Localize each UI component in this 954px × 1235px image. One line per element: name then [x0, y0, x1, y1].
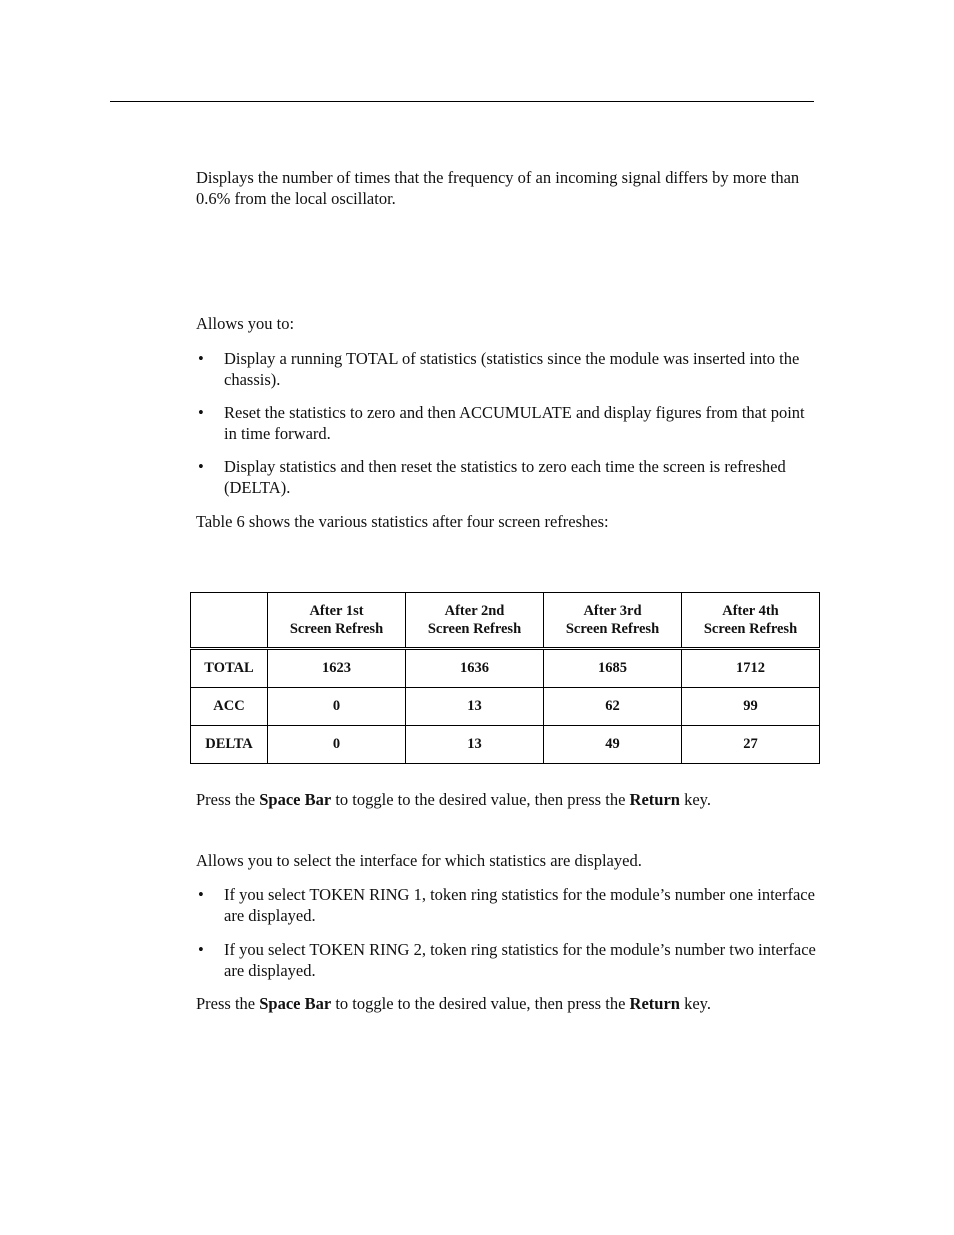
table-cell: 62 — [544, 688, 682, 726]
note-text: Press the — [196, 790, 260, 809]
mode-bullet-total — [196, 349, 816, 390]
table-header-cell — [406, 593, 544, 649]
table-corner-cell — [191, 593, 268, 649]
note-text: Press the — [196, 994, 260, 1013]
press-note-text — [196, 994, 816, 1015]
table-cell: 27 — [682, 726, 820, 764]
interface-bullet-list — [196, 885, 816, 981]
bullet-text: If you select TOKEN RING 2, token ring statistics for the module’s number two interface are displayed. — [224, 940, 816, 980]
header-rule — [110, 101, 814, 102]
note-text: to toggle to the desired value, then press the — [331, 994, 630, 1013]
bullet-text: Display a running TOTAL of statistics (statistics since the module was inserted into the chassis). — [224, 349, 800, 389]
table-cell: 1623 — [268, 649, 406, 688]
interface-intro — [196, 851, 816, 872]
mode-intro — [196, 314, 816, 335]
table-cell: 13 — [406, 688, 544, 726]
bullet-icon: • — [198, 457, 204, 476]
header-line1: After 1st — [309, 603, 364, 619]
table-cell: 0 — [268, 726, 406, 764]
header-line1: After 4th — [722, 603, 779, 619]
mode-bullet-accumulate — [196, 403, 816, 444]
interface-bullet-ring2 — [196, 940, 816, 981]
interface-intro-text: Allows you to select the interface for which statistics are displayed. — [196, 851, 642, 870]
mode-intro-text: Allows you to: — [196, 314, 295, 333]
table-cell: 1636 — [406, 649, 544, 688]
mode-bullet-delta — [196, 457, 816, 498]
interface-press-note — [196, 994, 816, 1015]
frequency-paragraph: Displays the number of times that the frequency of an incoming signal differs by more than 0.6% from the local oscillator. — [196, 168, 800, 208]
table-row — [191, 726, 820, 764]
bullet-text: If you select TOKEN RING 1, token ring statistics for the module’s number one interface are displayed. — [224, 885, 815, 925]
return-key-label: Return — [629, 994, 680, 1013]
table-row — [191, 688, 820, 726]
row-label: DELTA — [191, 726, 268, 764]
space-bar-key-label: Space Bar — [259, 994, 332, 1013]
table-cell: 1712 — [682, 649, 820, 688]
table-cell: 13 — [406, 726, 544, 764]
row-label: TOTAL — [191, 649, 268, 688]
table-header-row — [191, 593, 820, 649]
table-cell: 1685 — [544, 649, 682, 688]
frequency-description — [196, 168, 816, 209]
bullet-text: Display statistics and then reset the statistics to zero each time the screen is refreshed (DELTA). — [224, 457, 786, 497]
press-note-text — [196, 790, 816, 811]
header-line2: Screen Refresh — [427, 621, 522, 637]
bullet-icon: • — [198, 885, 204, 904]
bullet-icon: • — [198, 403, 204, 422]
row-label: ACC — [191, 688, 268, 726]
table-intro — [196, 512, 816, 533]
header-line1: After 3rd — [583, 603, 642, 619]
table-row — [191, 649, 820, 688]
note-text: key. — [679, 994, 711, 1013]
header-line2: Screen Refresh — [565, 621, 660, 637]
note-text: to toggle to the desired value, then press the — [331, 790, 630, 809]
header-line2: Screen Refresh — [289, 621, 384, 637]
mode-bullet-list — [196, 349, 816, 498]
header-line1: After 2nd — [444, 603, 505, 619]
bullet-icon: • — [198, 940, 204, 959]
table-header-cell — [682, 593, 820, 649]
return-key-label: Return — [629, 790, 680, 809]
statistics-table — [190, 592, 820, 764]
table-intro-text: Table 6 shows the various statistics after four screen refreshes: — [196, 512, 609, 531]
header-line2: Screen Refresh — [703, 621, 798, 637]
table-cell: 49 — [544, 726, 682, 764]
note-text: key. — [679, 790, 711, 809]
bullet-icon: • — [198, 349, 204, 368]
bullet-text: Reset the statistics to zero and then ACCUMULATE and display figures from that point in time forward. — [224, 403, 805, 443]
table-cell: 0 — [268, 688, 406, 726]
table-cell: 99 — [682, 688, 820, 726]
space-bar-key-label: Space Bar — [259, 790, 332, 809]
table-header-cell — [544, 593, 682, 649]
interface-bullet-ring1 — [196, 885, 816, 926]
mode-press-note — [196, 790, 816, 811]
table-header-cell — [268, 593, 406, 649]
